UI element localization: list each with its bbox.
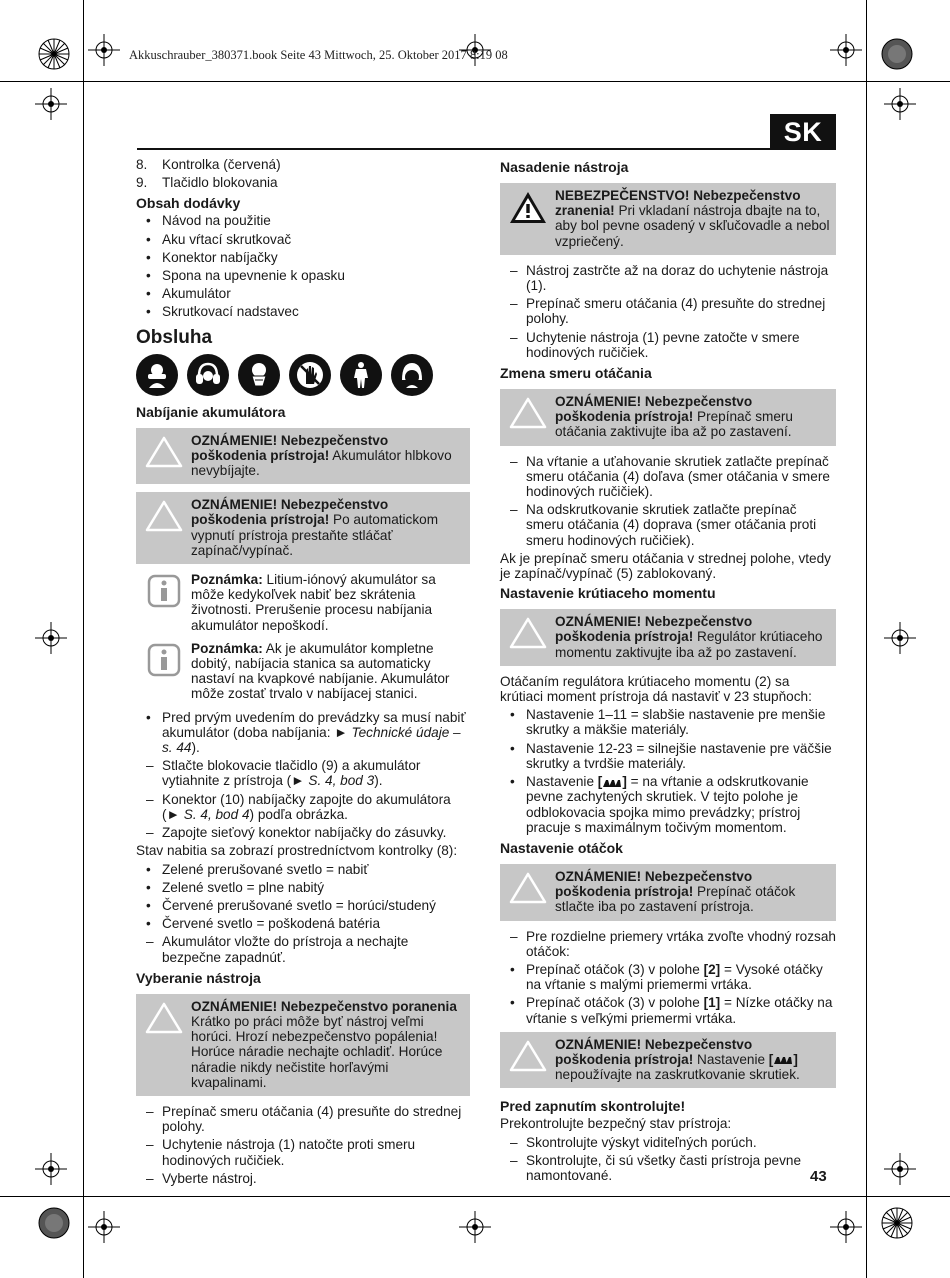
list-item: • Konektor nabíjačky xyxy=(136,250,470,265)
crop-mark-top-right xyxy=(830,34,862,66)
list-item: – Zapojte sieťový konektor nabíjačky do zásuvky. xyxy=(136,825,470,840)
print-header: Akkuschrauber_380371.book Seite 43 Mittwoch, 25. Oktober 2017 8:19 08 xyxy=(129,48,508,62)
crop-mark-bottom-left xyxy=(88,1211,120,1243)
direction-note: Ak je prepínač smeru otáčania v strednej polohe, vtedy je zapínač/vypínač (5) zablokovaný. xyxy=(500,550,831,582)
safety-glasses-icon xyxy=(136,354,178,396)
list-item: – Pre rozdielne priemery vrtáka zvoľte vhodný rozsah otáčok: xyxy=(500,929,836,959)
remove-steps xyxy=(136,1104,470,1186)
warning-triangle-icon xyxy=(500,614,555,660)
left-column xyxy=(136,157,470,1189)
trim-line-bottom xyxy=(0,1196,950,1197)
warning-box: OZNÁMENIE! Nebezpečenstvo poškodenia prístroja! Prepínač otáčok stlačte iba po zastavení prístroja. xyxy=(500,864,836,921)
dust-mask-icon xyxy=(238,354,280,396)
ppe-icons xyxy=(136,354,470,396)
list-item: – Akumulátor vložte do prístroja a nechajte bezpečne zapadnúť. xyxy=(136,934,470,964)
crop-mark-left-lower xyxy=(35,1153,67,1185)
charging-heading: Nabíjanie akumulátora xyxy=(136,403,286,420)
language-tab: SK xyxy=(770,114,836,150)
warning-box: OZNÁMENIE! Nebezpečenstvo poškodenia prístroja! Po automatickom vypnutí prístroja prestaňte stláčať zapínač/vypínač. xyxy=(136,492,470,564)
scope-heading: Obsah dodávky xyxy=(136,195,241,212)
list-item: – Konektor (10) nabíjačky zapojte do akumulátora (► S. 4, bod 4) podľa obrázka. xyxy=(136,792,470,822)
direction-heading: Zmena smeru otáčania xyxy=(500,365,652,382)
crop-mark-top-left xyxy=(88,34,120,66)
warning-box: OZNÁMENIE! Nebezpečenstvo poškodenia prístroja! Prepínač smeru otáčania zaktivujte iba až po zastavení. xyxy=(500,389,836,446)
crop-mark-left-middle xyxy=(35,622,67,654)
list-item: – Uchytenie nástroja (1) natočte proti smeru hodinových ručičiek. xyxy=(136,1137,470,1167)
list-item: • Nastavenie 1–11 = slabšie nastavenie pre menšie skrutky a mäkšie materiály. xyxy=(500,707,836,737)
status-list xyxy=(136,862,470,932)
status-intro: Stav nabitia sa zobrazí prostredníctvom kontrolky (8): xyxy=(136,843,458,859)
registration-circle-bottom-left xyxy=(38,1207,70,1239)
warning-triangle-icon xyxy=(136,433,191,479)
tight-clothing-icon xyxy=(340,354,382,396)
speed-list xyxy=(500,962,836,1026)
danger-triangle-icon xyxy=(500,188,555,249)
crop-mark-right-middle xyxy=(884,622,916,654)
crop-mark-right-upper xyxy=(884,88,916,120)
list-item: – Stlačte blokovacie tlačidlo (9) a akumulátor vytiahnite z prístroja (► S. 4, bod 3). xyxy=(136,758,470,788)
speed-heading: Nastavenie otáčok xyxy=(500,839,623,856)
crop-mark-bottom-right xyxy=(830,1211,862,1243)
speed-steps xyxy=(500,929,836,959)
registration-rosette-bottom-right xyxy=(881,1207,913,1239)
list-item: • Aku vŕtací skrutkovač xyxy=(136,232,470,247)
info-icon xyxy=(136,641,191,702)
direction-steps xyxy=(500,454,836,548)
list-item: • Červené svetlo = poškodená batéria xyxy=(136,916,470,931)
check-intro: Prekontrolujte bezpečný stav prístroja: xyxy=(500,1116,732,1132)
page-number: 43 xyxy=(810,1168,827,1185)
trim-line-right xyxy=(866,0,867,1278)
insert-steps xyxy=(136,934,470,964)
attach-steps xyxy=(500,263,836,360)
torque-intro: Otáčaním regulátora krútiaceho momentu (2) sa krútiaci moment prístroja dá nastaviť v 23 stupňoch: xyxy=(500,673,812,705)
note-box: Poznámka: Litium-iónový akumulátor sa môže kedykoľvek nabiť bez skrátenia životnosti. Prerušenie procesu nabíjania akumulátor nepoškodí. xyxy=(136,572,470,633)
registration-circle-top-right xyxy=(881,38,913,70)
trim-line-top xyxy=(0,81,950,82)
parts-item: 9. Tlačidlo blokovania xyxy=(136,175,278,191)
warning-triangle-icon xyxy=(500,1037,555,1083)
list-item: • Návod na použitie xyxy=(136,213,470,228)
operation-heading: Obsluha xyxy=(136,326,213,348)
list-item: • Spona na upevnenie k opasku xyxy=(136,268,470,283)
list-item: – Prepínač smeru otáčania (4) presuňte do strednej polohy. xyxy=(500,296,836,326)
check-steps xyxy=(500,1135,836,1184)
list-item: • Skrutkovací nadstavec xyxy=(136,304,470,319)
parts-item: 8. Kontrolka (červená) xyxy=(136,157,281,172)
warning-box: OZNÁMENIE! Nebezpečenstvo poškodenia prístroja! Nastavenie [ ] nepoužívajte na zaskrutkovanie skrutiek. xyxy=(500,1032,836,1089)
crop-mark-bottom-center xyxy=(459,1211,491,1243)
warning-triangle-icon xyxy=(500,394,555,440)
list-item: • Červené prerušované svetlo = horúci/studený xyxy=(136,898,470,913)
list-item: • Nastavenie [ ] = na vŕtanie a odskrutkovanie pevne zachytených skrutiek. V tejto polohe je odblokovacia spojka mimo prevádzky; prístroj pracuje s maximálnym točivým momentom. xyxy=(500,774,836,835)
trim-line-left xyxy=(83,0,84,1278)
list-item: – Na vŕtanie a uťahovanie skrutiek zatlačte prepínač smeru otáčania (4) doľava (smer otáčania v smere hodinových ručičiek). xyxy=(500,454,836,500)
registration-rosette-top-left xyxy=(38,38,70,70)
ear-protection-icon xyxy=(187,354,229,396)
list-item: • Prepínač otáčok (3) v polohe [1] = Nízke otáčky na vŕtanie s veľkými priemermi vrtáka. xyxy=(500,995,836,1025)
list-item: – Prepínač smeru otáčania (4) presuňte do strednej polohy. xyxy=(136,1104,470,1134)
list-item: – Na odskrutkovanie skrutiek zatlačte prepínač smeru otáčania (4) doprava (smer otáčania proti smeru hodinových ručičiek). xyxy=(500,502,836,548)
torque-heading: Nastavenie krútiaceho momentu xyxy=(500,585,716,602)
torque-list xyxy=(500,707,836,835)
warning-triangle-icon xyxy=(136,999,191,1090)
no-gloves-icon xyxy=(289,354,331,396)
list-item: – Uchytenie nástroja (1) pevne zatočte v smere hodinových ručičiek. xyxy=(500,330,836,360)
list-item: – Skontrolujte výskyt viditeľných porúch. xyxy=(500,1135,836,1150)
charging-steps xyxy=(136,758,470,840)
info-icon xyxy=(136,572,191,633)
warning-triangle-icon xyxy=(136,497,191,558)
right-column xyxy=(500,157,836,1186)
header-rule xyxy=(137,148,771,150)
drill-symbol-icon: [ ] xyxy=(597,774,627,790)
warning-box: OZNÁMENIE! Nebezpečenstvo poškodenia prístroja! Akumulátor hlbkovo nevybíjajte. xyxy=(136,428,470,485)
hair-net-icon xyxy=(391,354,433,396)
warning-box: OZNÁMENIE! Nebezpečenstvo poranenia Krátko po práci môže byť nástroj veľmi horúci. Hrozí nebezpečenstvo popálenia! Horúce náradie nechajte ochladiť. Horúce náradie nikdy nečistite horľavými kvapalinami. xyxy=(136,994,470,1096)
warning-box: OZNÁMENIE! Nebezpečenstvo poškodenia prístroja! Regulátor krútiaceho momentu zaktivujte iba až po zastavení. xyxy=(500,609,836,666)
remove-heading: Vyberanie nástroja xyxy=(136,969,261,986)
check-heading: Pred zapnutím skontrolujte! xyxy=(500,1098,686,1115)
note-box: Poznámka: Ak je akumulátor kompletne dobitý, nabíjacia stanica sa automaticky nastaví na kvapkové nabíjanie. Akumulátor môže zostať trvalo v nabíjacej stanici. xyxy=(136,641,470,702)
list-item: • Prepínač otáčok (3) v polohe [2] = Vysoké otáčky na vŕtanie s malými priemermi vrtáka. xyxy=(500,962,836,992)
list-item: • Zelené svetlo = plne nabitý xyxy=(136,880,470,895)
first-use-list xyxy=(136,710,470,756)
list-item: • Zelené prerušované svetlo = nabiť xyxy=(136,862,470,877)
scope-list xyxy=(136,213,470,319)
list-item: • Pred prvým uvedením do prevádzky sa musí nabiť akumulátor (doba nabíjania: ► Technické údaje – s. 44). xyxy=(136,710,470,756)
list-item: • Akumulátor xyxy=(136,286,470,301)
list-item: – Nástroj zastrčte až na doraz do uchytenie nástroja (1). xyxy=(500,263,836,293)
drill-symbol-icon: [ ] xyxy=(768,1051,798,1067)
list-item: • Nastavenie 12-23 = silnejšie nastavenie pre väčšie skrutky a tvrdšie materiály. xyxy=(500,741,836,771)
list-item: – Skontrolujte, či sú všetky časti prístroja pevne namontované. xyxy=(500,1153,836,1183)
list-item: – Vyberte nástroj. xyxy=(136,1171,470,1186)
warning-triangle-icon xyxy=(500,869,555,915)
attach-heading: Nasadenie nástroja xyxy=(500,159,629,175)
crop-mark-right-lower xyxy=(884,1153,916,1185)
danger-box: NEBEZPEČENSTVO! Nebezpečenstvo zranenia! Pri vkladaní nástroja dbajte na to, aby bol pevne osadený v skľučovadle a nebol vzpriečený. xyxy=(500,183,836,255)
crop-mark-left-upper xyxy=(35,88,67,120)
